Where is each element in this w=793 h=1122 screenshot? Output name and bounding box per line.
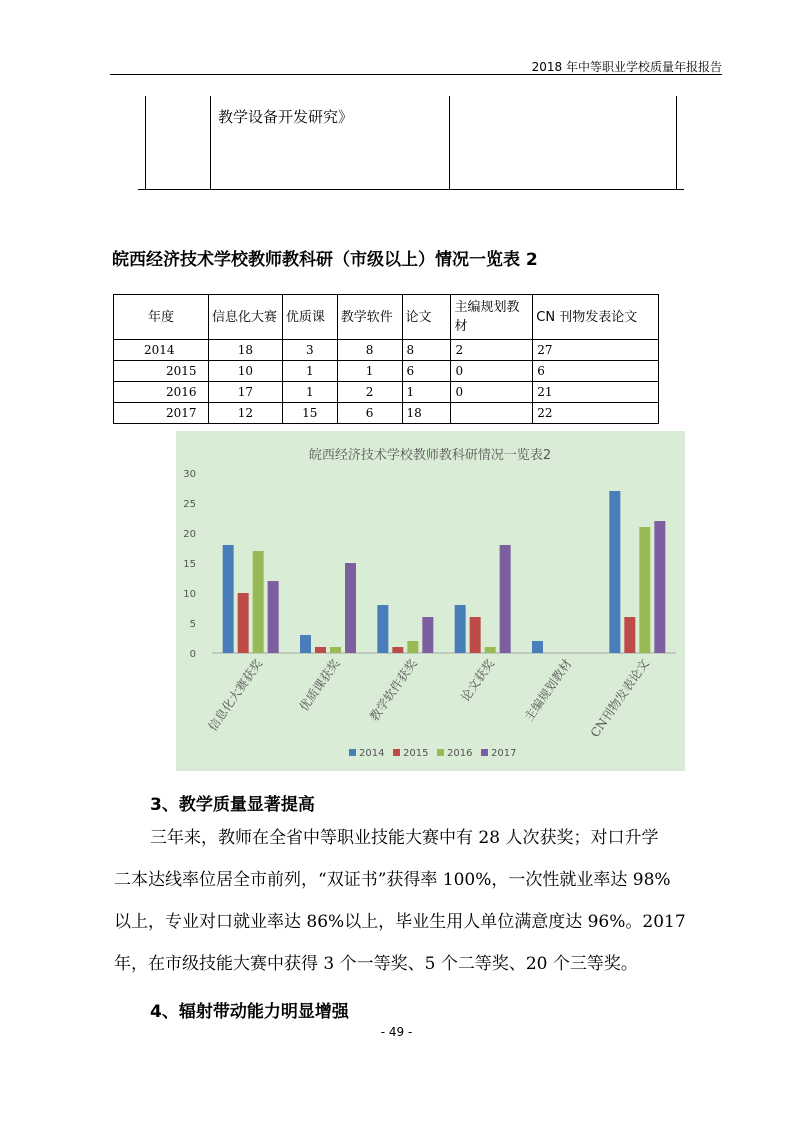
fragment-border-col1 xyxy=(210,96,211,189)
paragraph-line: 年，在市级技能大赛中获得 3 个一等奖、5 个二等奖、20 个三等奖。 xyxy=(114,954,638,974)
y-tick-label: 25 xyxy=(183,499,196,510)
cell-value: 0 xyxy=(451,361,533,382)
bar-2014 xyxy=(609,491,620,653)
bar-2014 xyxy=(377,605,388,653)
cell-value: 12 xyxy=(208,403,282,424)
table-title: 皖西经济技术学校教师教科研（市级以上）情况一览表 2 xyxy=(112,250,538,270)
y-tick-label: 20 xyxy=(183,529,196,540)
header-info-contest: 信息化大赛 xyxy=(208,295,282,340)
cell-value: 8 xyxy=(337,340,402,361)
bar-2015 xyxy=(238,593,249,653)
legend-swatch xyxy=(393,749,400,756)
bar-2017 xyxy=(654,521,665,653)
bar-2014 xyxy=(300,635,311,653)
x-tick-label: 论文获奖 xyxy=(458,656,498,705)
cell-value: 21 xyxy=(533,382,659,403)
cell-value: 2 xyxy=(451,340,533,361)
fragment-border-col2 xyxy=(449,96,450,189)
bar-2016 xyxy=(485,647,496,653)
bar-2017 xyxy=(422,617,433,653)
bar-2017 xyxy=(268,581,279,653)
research-table xyxy=(113,294,659,424)
cell-value: 6 xyxy=(402,361,451,382)
cell-year: 2017 xyxy=(114,403,209,424)
paragraph-line: 以上，专业对口就业率达 86%以上，毕业生用人单位满意度达 96%。2017 xyxy=(114,912,686,932)
cell-value: 6 xyxy=(337,403,402,424)
header-cn-papers: CN 刊物发表论文 xyxy=(533,295,659,340)
bar-2016 xyxy=(330,647,341,653)
cell-value: 0 xyxy=(451,382,533,403)
cell-value: 1 xyxy=(402,382,451,403)
bar-2014 xyxy=(455,605,466,653)
page-number: - 49 - xyxy=(380,1025,413,1039)
cell-year: 2014 xyxy=(114,340,209,361)
x-tick-label: 教学软件获奖 xyxy=(367,656,420,724)
legend-label: 2016 xyxy=(447,748,473,759)
header-papers: 论文 xyxy=(402,295,451,340)
fragment-border-right xyxy=(676,96,677,189)
cell-value: 6 xyxy=(533,361,659,382)
cell-year: 2016 xyxy=(114,382,209,403)
x-tick-label: CN刊物发表论文 xyxy=(587,656,652,740)
bar-2016 xyxy=(407,641,418,653)
table-row xyxy=(114,340,659,361)
cell-value: 1 xyxy=(337,361,402,382)
cell-value: 1 xyxy=(282,361,337,382)
y-tick-label: 30 xyxy=(183,469,196,480)
y-tick-label: 0 xyxy=(189,649,196,660)
bar-2014 xyxy=(532,641,543,653)
running-header: 2018 年中等职业学校质量年报报告 xyxy=(531,60,722,74)
paragraph-line: 二本达线率位居全市前列，“双证书”获得率 100%，一次性就业率达 98% xyxy=(114,870,671,890)
cell-value: 22 xyxy=(533,403,659,424)
cell-value: 17 xyxy=(208,382,282,403)
section-3-heading: 3、教学质量显著提高 xyxy=(150,795,315,815)
legend-swatch xyxy=(481,749,488,756)
x-tick-label: 主编规划教材 xyxy=(521,656,575,724)
bar-chart-container xyxy=(176,431,685,771)
header-textbooks: 主编规划教材 xyxy=(451,295,533,340)
x-tick-label: 优质课获奖 xyxy=(296,656,343,714)
paragraph-line: 三年来，教师在全省中等职业技能大赛中有 28 人次获奖；对口升学 xyxy=(150,828,659,848)
fragment-border-left xyxy=(145,96,146,189)
cell-value: 15 xyxy=(282,403,337,424)
bar-chart xyxy=(176,431,685,771)
cell-value: 1 xyxy=(282,382,337,403)
section-4-heading: 4、辐射带动能力明显增强 xyxy=(150,1002,349,1022)
fragment-border-bottom xyxy=(138,189,684,190)
cell-value: 27 xyxy=(533,340,659,361)
bar-2017 xyxy=(345,563,356,653)
x-tick-label: 信息化大赛获奖 xyxy=(205,656,266,734)
cell-value: 8 xyxy=(402,340,451,361)
header-teaching-software: 教学软件 xyxy=(337,295,402,340)
legend-label: 2014 xyxy=(359,748,385,759)
cell-year: 2015 xyxy=(114,361,209,382)
cell-value: 18 xyxy=(208,340,282,361)
bar-2015 xyxy=(470,617,481,653)
cell-value: 10 xyxy=(208,361,282,382)
bar-2015 xyxy=(392,647,403,653)
cell-value xyxy=(451,403,533,424)
y-tick-label: 5 xyxy=(189,619,196,630)
table-row xyxy=(114,403,659,424)
legend-label: 2015 xyxy=(403,748,429,759)
table-row xyxy=(114,382,659,403)
bar-2015 xyxy=(624,617,635,653)
legend-swatch xyxy=(349,749,356,756)
chart-title: 皖西经济技术学校教师教科研情况一览表2 xyxy=(308,448,552,463)
cell-value: 2 xyxy=(337,382,402,403)
header-rule xyxy=(110,74,722,75)
cell-value: 18 xyxy=(402,403,451,424)
y-tick-label: 10 xyxy=(183,589,196,600)
fragment-cell-text: 教学设备开发研究》 xyxy=(218,108,354,126)
bar-2016 xyxy=(639,527,650,653)
legend-swatch xyxy=(437,749,444,756)
bar-2014 xyxy=(223,545,234,653)
cell-value: 3 xyxy=(282,340,337,361)
bar-2017 xyxy=(500,545,511,653)
bar-2016 xyxy=(253,551,264,653)
table-header-row xyxy=(114,295,659,340)
header-quality-course: 优质课 xyxy=(282,295,337,340)
bar-2015 xyxy=(315,647,326,653)
y-tick-label: 15 xyxy=(183,559,196,570)
table-row xyxy=(114,361,659,382)
header-year: 年度 xyxy=(114,295,209,340)
legend-label: 2017 xyxy=(491,748,517,759)
